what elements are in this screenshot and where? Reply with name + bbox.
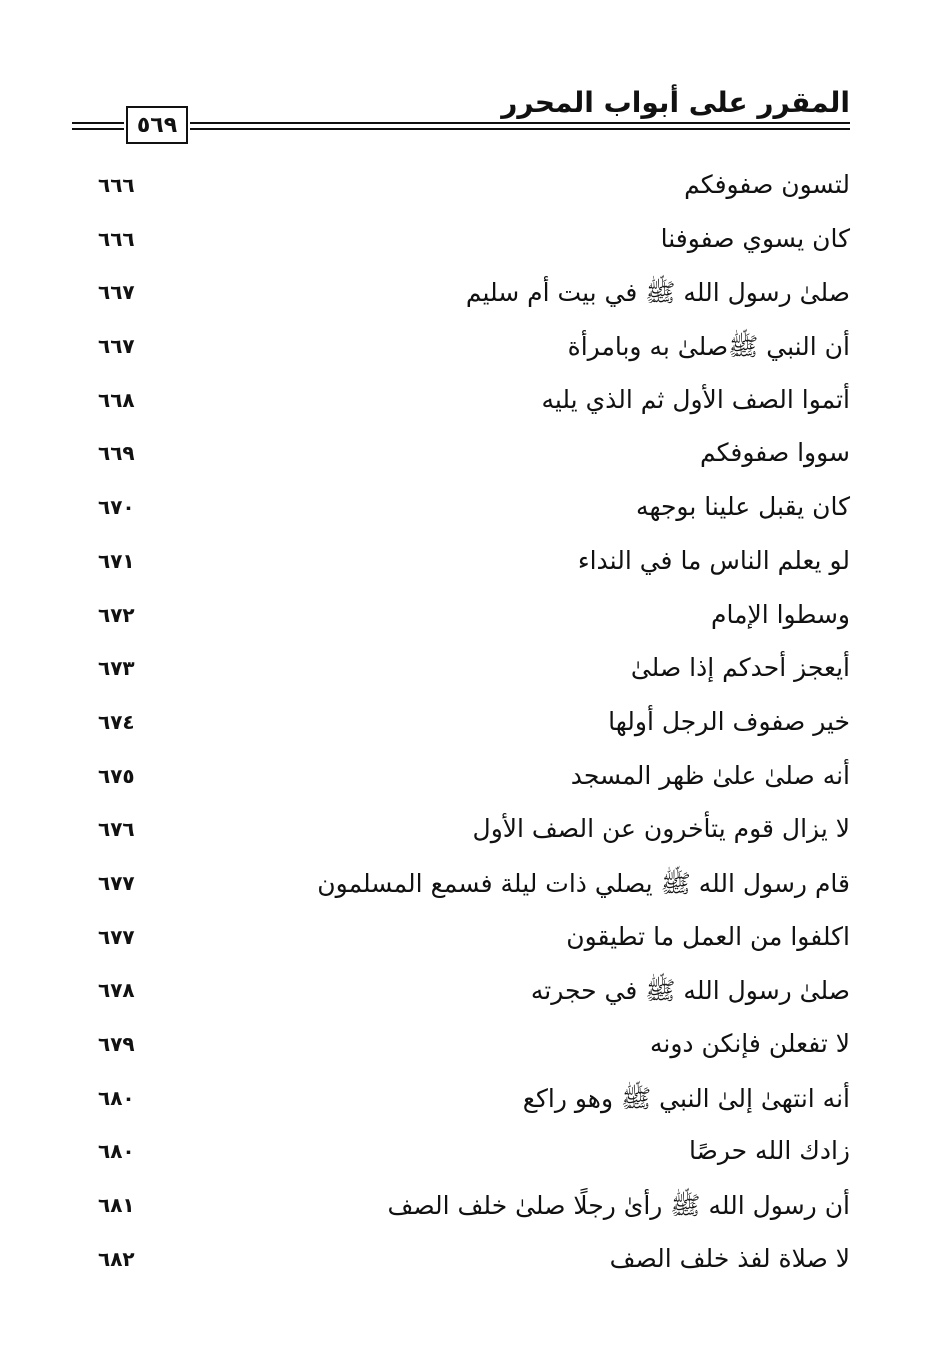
page-header bbox=[70, 82, 850, 152]
entry-text: أنه صلىٰ علىٰ ظهر المسجد bbox=[570, 760, 850, 790]
entry-text: أتموا الصف الأول ثم الذي يليه bbox=[541, 384, 850, 414]
entry-page-number: ٦٧٢ bbox=[98, 602, 135, 627]
entry-text: لا صلاة لفذ خلف الصف bbox=[609, 1243, 850, 1273]
entry-page-number: ٦٧٥ bbox=[98, 763, 135, 788]
entry-text: أن النبي ﷺصلىٰ به وبامرأة bbox=[567, 332, 850, 362]
entry-text: اكلفوا من العمل ما تطيقون bbox=[566, 921, 850, 951]
index-entry bbox=[90, 1238, 850, 1292]
index-entry bbox=[90, 1130, 850, 1184]
index-entry bbox=[90, 1077, 850, 1131]
index-entry bbox=[90, 271, 850, 325]
entry-page-number: ٦٦٨ bbox=[98, 387, 135, 412]
index-entry bbox=[90, 218, 850, 272]
index-entry bbox=[90, 486, 850, 540]
entry-page-number: ٦٦٦ bbox=[98, 173, 135, 197]
entry-page-number: ٦٧١ bbox=[98, 548, 135, 573]
entry-text: قام رسول الله ﷺ يصلي ذات ليلة فسمع المسلمون bbox=[317, 868, 850, 898]
index-entry bbox=[90, 862, 850, 916]
header-rule bbox=[190, 128, 850, 130]
index-entry bbox=[90, 1023, 850, 1077]
entry-page-number: ٦٨٠ bbox=[98, 1085, 135, 1110]
entry-text: صلىٰ رسول الله ﷺ في بيت أم سليم bbox=[465, 278, 850, 308]
page-number: ٥٦٩ bbox=[126, 106, 188, 144]
entry-page-number: ٦٧٨ bbox=[98, 978, 135, 1003]
entry-text: صلىٰ رسول الله ﷺ في حجرته bbox=[530, 976, 850, 1006]
entry-page-number: ٦٧٩ bbox=[98, 1032, 135, 1056]
index-entry bbox=[90, 647, 850, 701]
entry-text: خير صفوف الرجل أولها bbox=[608, 706, 850, 736]
hadith-index bbox=[90, 164, 850, 1291]
entry-page-number: ٦٧٧ bbox=[98, 924, 135, 949]
index-entry bbox=[90, 916, 850, 970]
header-rule bbox=[72, 122, 124, 124]
entry-page-number: ٦٦٦ bbox=[98, 226, 135, 251]
entry-page-number: ٦٨٢ bbox=[98, 1246, 135, 1271]
entry-text: زادك الله حرصًا bbox=[689, 1136, 850, 1166]
entry-text: سووا صفوفكم bbox=[699, 438, 850, 468]
header-rule bbox=[190, 122, 850, 124]
entry-text: كان يسوي صفوفنا bbox=[660, 223, 850, 253]
index-entry bbox=[90, 969, 850, 1023]
entry-page-number: ٦٦٧ bbox=[98, 334, 135, 359]
header-rule bbox=[72, 128, 124, 130]
index-entry bbox=[90, 755, 850, 809]
entry-text: أيعجز أحدكم إذا صلىٰ bbox=[630, 653, 850, 683]
entry-page-number: ٦٦٩ bbox=[98, 441, 135, 466]
index-entry bbox=[90, 164, 850, 218]
book-title: المقرر على أبواب المحرر bbox=[501, 86, 850, 119]
entry-text: وسطوا الإمام bbox=[710, 599, 850, 629]
entry-text: لو يعلم الناس ما في النداء bbox=[577, 545, 850, 575]
index-entry bbox=[90, 540, 850, 594]
index-entry bbox=[90, 1184, 850, 1238]
entry-text: كان يقبل علينا بوجهه bbox=[636, 492, 850, 522]
entry-text: لا تفعلن فإنكن دونه bbox=[650, 1029, 850, 1058]
entry-page-number: ٦٨٠ bbox=[98, 1139, 135, 1164]
entry-page-number: ٦٦٧ bbox=[98, 280, 135, 305]
index-entry bbox=[90, 432, 850, 486]
index-entry bbox=[90, 701, 850, 755]
index-entry bbox=[90, 808, 850, 862]
entry-text: أنه انتهىٰ إلىٰ النبي ﷺ وهو راكع bbox=[522, 1083, 850, 1113]
entry-page-number: ٦٧٤ bbox=[98, 709, 135, 734]
entry-text: لا يزال قوم يتأخرون عن الصف الأول bbox=[472, 814, 850, 844]
entry-text: أن رسول الله ﷺ رأىٰ رجلًا صلىٰ خلف الصف bbox=[387, 1191, 850, 1221]
entry-page-number: ٦٧٣ bbox=[98, 656, 135, 681]
index-entry bbox=[90, 325, 850, 379]
entry-page-number: ٦٨١ bbox=[98, 1193, 135, 1218]
index-entry bbox=[90, 594, 850, 648]
entry-text: لتسون صفوفكم bbox=[684, 170, 850, 199]
entry-page-number: ٦٧٠ bbox=[98, 495, 135, 520]
entry-page-number: ٦٧٦ bbox=[98, 817, 135, 842]
entry-page-number: ٦٧٧ bbox=[98, 870, 135, 895]
index-entry bbox=[90, 379, 850, 433]
